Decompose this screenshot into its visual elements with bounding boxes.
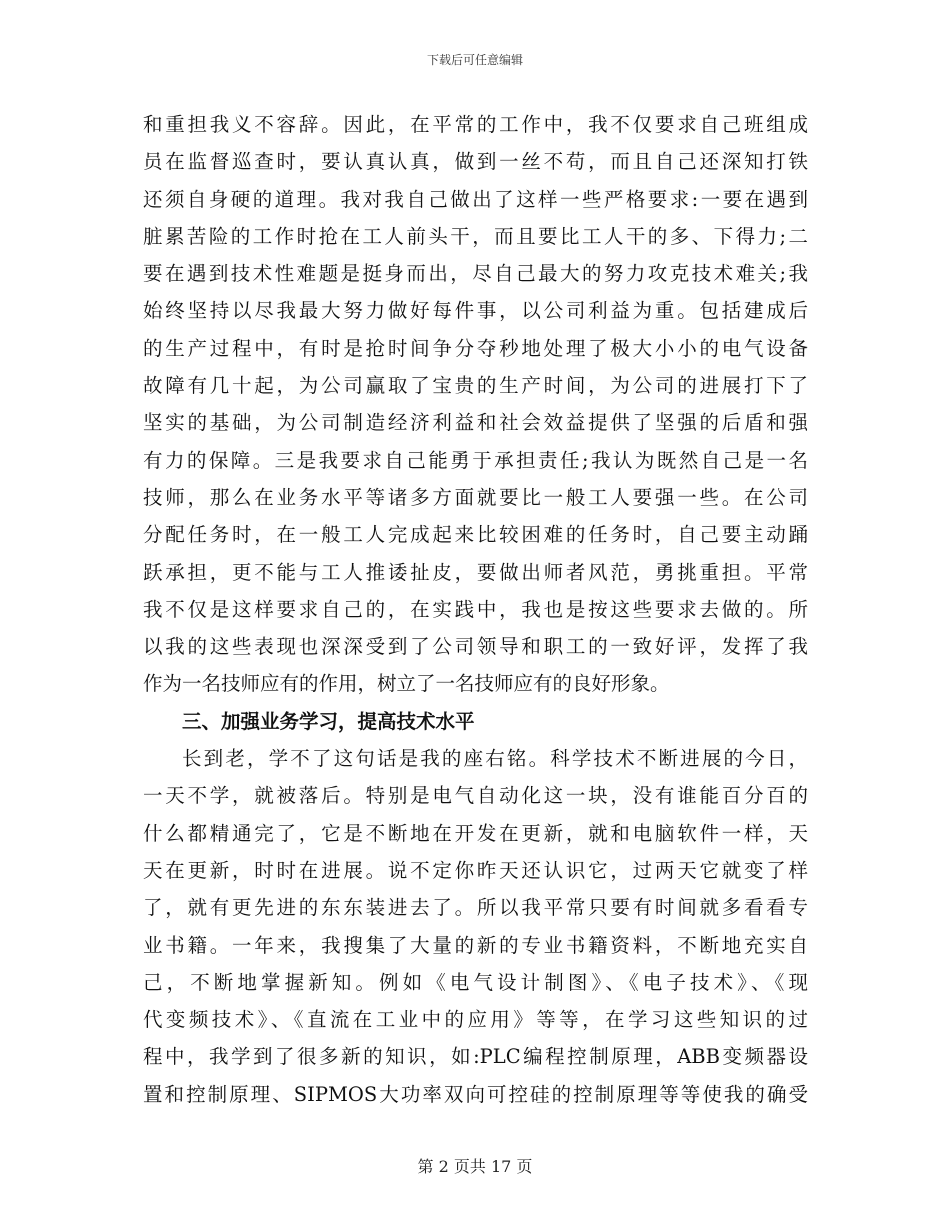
paragraph-line: 一天不学，就被落后。特别是电气自动化这一块，没有谁能百分百的 [143,784,808,808]
paragraph-line: 了，就有更先进的东东装进去了。所以我平常只要有时间就多看看专 [143,896,808,920]
paragraph-1 [143,106,808,703]
page-header: 下载后可任意编辑 [426,53,523,67]
page-number-footer: 第 2 页共 17 页 [417,1157,533,1176]
paragraph-line: 己，不断地掌握新知。例如《电气设计制图》、《电子技术》、《现 [143,970,808,994]
paragraph-line: 程中，我学到了很多新的知识，如:PLC编程控制原理，ABB变频器设 [143,1045,808,1069]
paragraph-2 [143,740,808,1113]
paragraph-line: 脏累苦险的工作时抢在工人前头干，而且要比工人干的多、下得力;二 [143,224,808,248]
paragraph-line: 的生产过程中，有时是抢时间争分夺秒地处理了极大小小的电气设备 [143,336,808,360]
paragraph-line: 以我的这些表现也深深受到了公司领导和职工的一致好评，发挥了我 [143,635,808,659]
paragraph-line: 员在监督巡查时，要认真认真，做到一丝不苟，而且自己还深知打铁 [143,150,808,174]
paragraph-line: 我不仅是这样要求自己的，在实践中，我也是按这些要求去做的。所 [143,597,808,621]
paragraph-line: 故障有几十起，为公司赢取了宝贵的生产时间，为公司的进展打下了 [143,374,808,398]
paragraph-line: 要在遇到技术性难题是挺身而出，尽自己最大的努力攻克技术难关;我 [143,262,808,286]
section-heading: 三、加强业务学习，提高技术水平 [182,709,475,733]
document-body [143,106,808,1113]
paragraph-line: 什么都精通完了，它是不断地在开发在更新，就和电脑软件一样，天 [143,821,808,845]
paragraph-line: 置和控制原理、SIPMOS大功率双向可控硅的控制原理等等使我的确受 [143,1082,808,1106]
paragraph-line: 有力的保障。三是我要求自己能勇于承担责任;我认为既然自己是一名 [143,448,808,472]
paragraph-line: 业书籍。一年来，我搜集了大量的新的专业书籍资料，不断地充实自 [143,933,808,957]
paragraph-line: 坚实的基础，为公司制造经济利益和社会效益提供了坚强的后盾和强 [143,411,808,435]
paragraph-line: 长到老，学不了这句话是我的座右铭。科学技术不断进展的今日， [182,747,808,771]
paragraph-line: 分配任务时，在一般工人完成起来比较困难的任务时，自己要主动踊 [143,523,808,547]
paragraph-line: 始终坚持以尽我最大努力做好每件事，以公司利益为重。包括建成后 [143,299,808,323]
paragraph-line: 还须自身硬的道理。我对我自己做出了这样一些严格要求:一要在遇到 [143,187,808,211]
paragraph-line: 天在更新，时时在进展。说不定你昨天还认识它，过两天它就变了样 [143,858,808,882]
paragraph-line: 作为一名技师应有的作用，树立了一名技师应有的良好形象。 [143,672,670,696]
paragraph-line: 代变频技术》、《直流在工业中的应用》等等，在学习这些知识的过 [143,1008,808,1032]
paragraph-line: 技师，那么在业务水平等诸多方面就要比一般工人要强一些。在公司 [143,485,808,509]
paragraph-line: 和重担我义不容辞。因此，在平常的工作中，我不仅要求自己班组成 [143,113,808,136]
paragraph-line: 跃承担，更不能与工人推诿扯皮，要做出师者风范，勇挑重担。平常 [143,560,808,584]
